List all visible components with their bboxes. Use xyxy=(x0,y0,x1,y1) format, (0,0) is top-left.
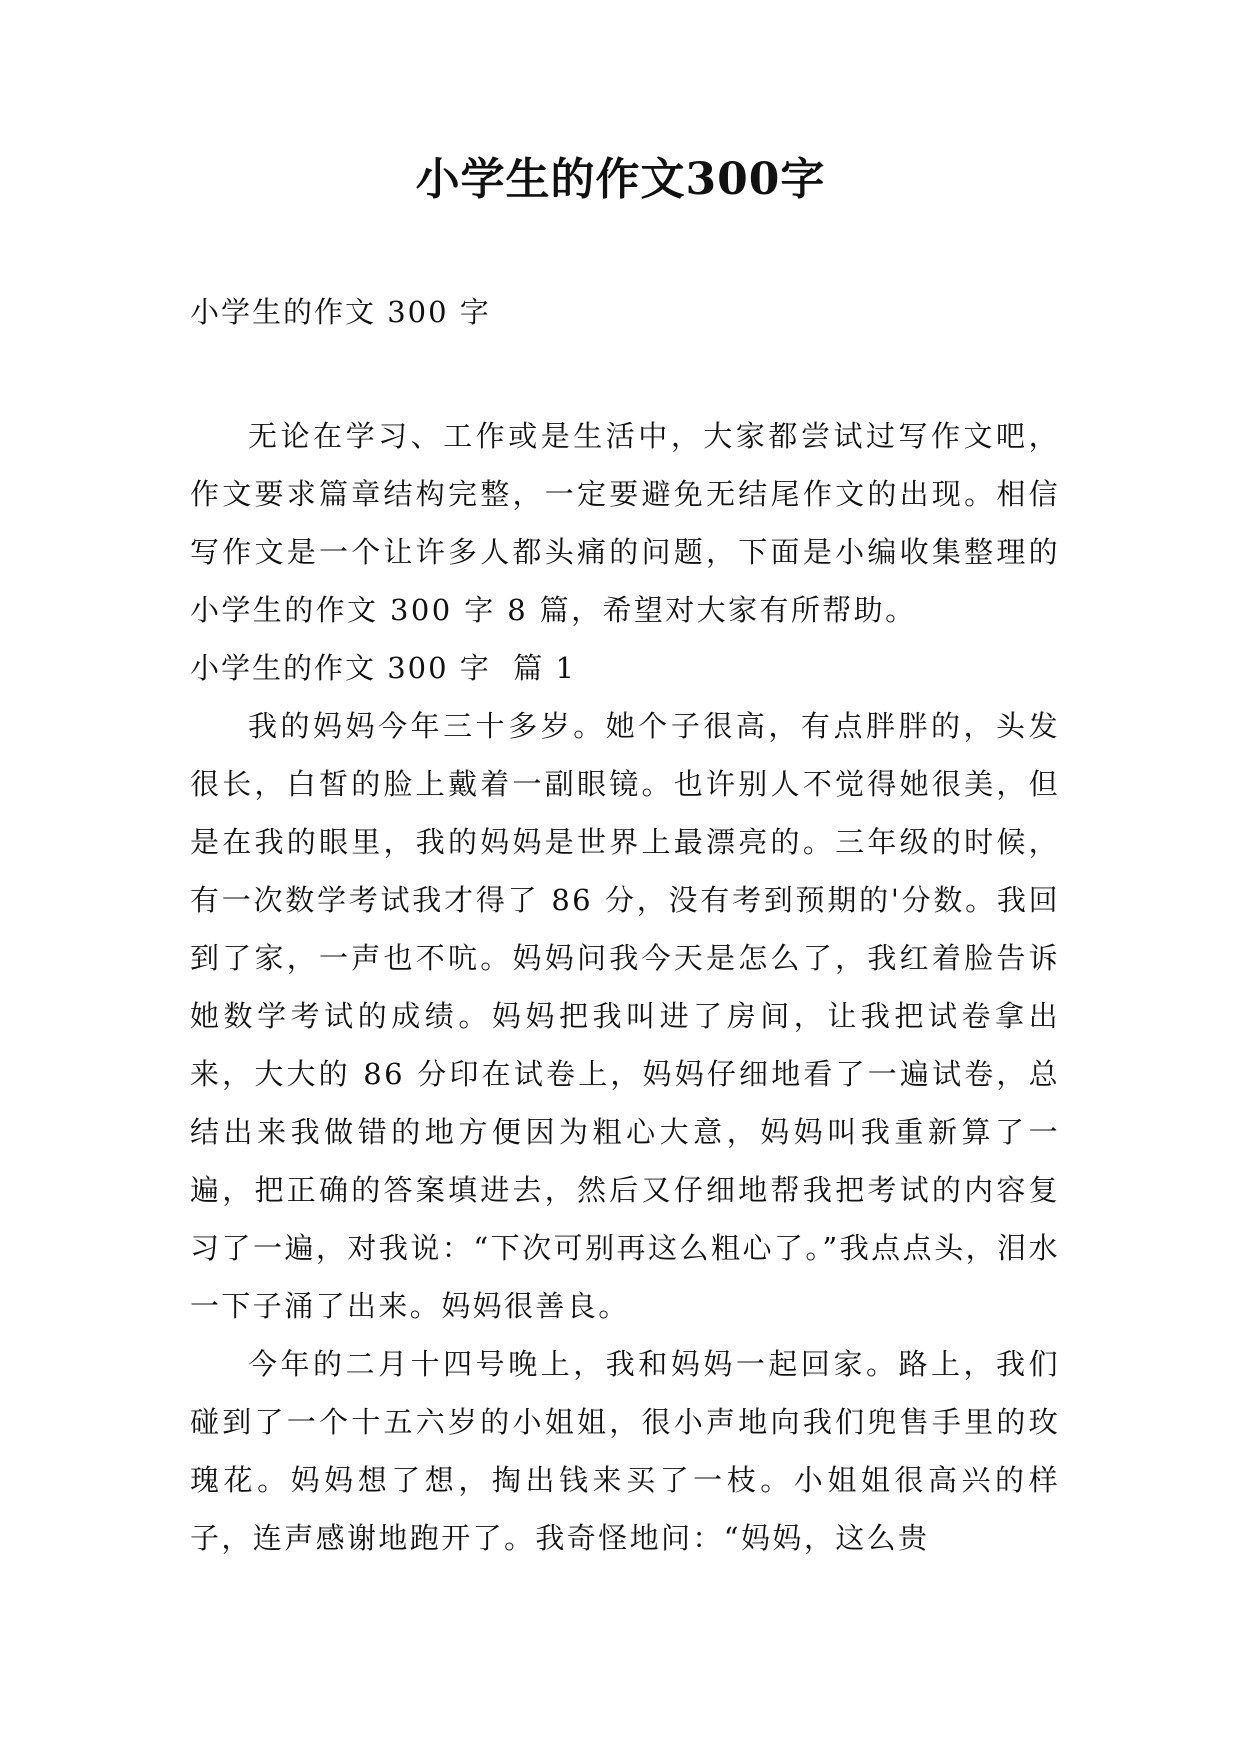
intro-paragraph: 无论在学习、工作或是生活中，大家都尝试过写作文吧，作文要求篇章结构完整，一定要避免无结尾作文的出现。相信写作文是一个让许多人都头痛的问题，下面是小编收集整理的小学生的作文 300 字 8 篇，希望对大家有所帮助。 xyxy=(190,419,1060,627)
body-paragraph-2: 今年的二月十四号晚上，我和妈妈一起回家。路上，我们碰到了一个十五六岁的小姐姐，很小声地向我们兜售手里的玫瑰花。妈妈想了想，掏出钱来买了一枝。小姐姐很高兴的样子，连声感谢地跑开了。我奇怪地问：“妈妈，这么贵 xyxy=(190,1347,1060,1555)
document-title: 小学生的作文300字 xyxy=(415,154,826,205)
document-body xyxy=(190,407,1060,1567)
section-heading: 小学生的作文 300 字 篇 1 xyxy=(190,651,576,685)
document-subtitle: 小学生的作文 300 字 xyxy=(190,295,491,329)
body-paragraph-1: 我的妈妈今年三十多岁。她个子很高，有点胖胖的，头发很长，白皙的脸上戴着一副眼镜。也许别人不觉得她很美，但是在我的眼里，我的妈妈是世界上最漂亮的。三年级的时候，有一次数学考试我才得了 86 分，没有考到预期的'分数。我回到了家，一声也不吭。妈妈问我今天是怎么了，我红着脸告诉她数学考试的成绩。妈妈把我叫进了房间，让我把试卷拿出来，大大的 86 分印在试卷上，妈妈仔细地看了一遍试卷，总结出来我做错的地方便因为粗心大意，妈妈叫我重新算了一遍，把正确的答案填进去，然后又仔细地帮我把考试的内容复习了一遍，对我说：“下次可别再这么粗心了。”我点点头，泪水一下子涌了出来。妈妈很善良。 xyxy=(190,709,1060,1323)
